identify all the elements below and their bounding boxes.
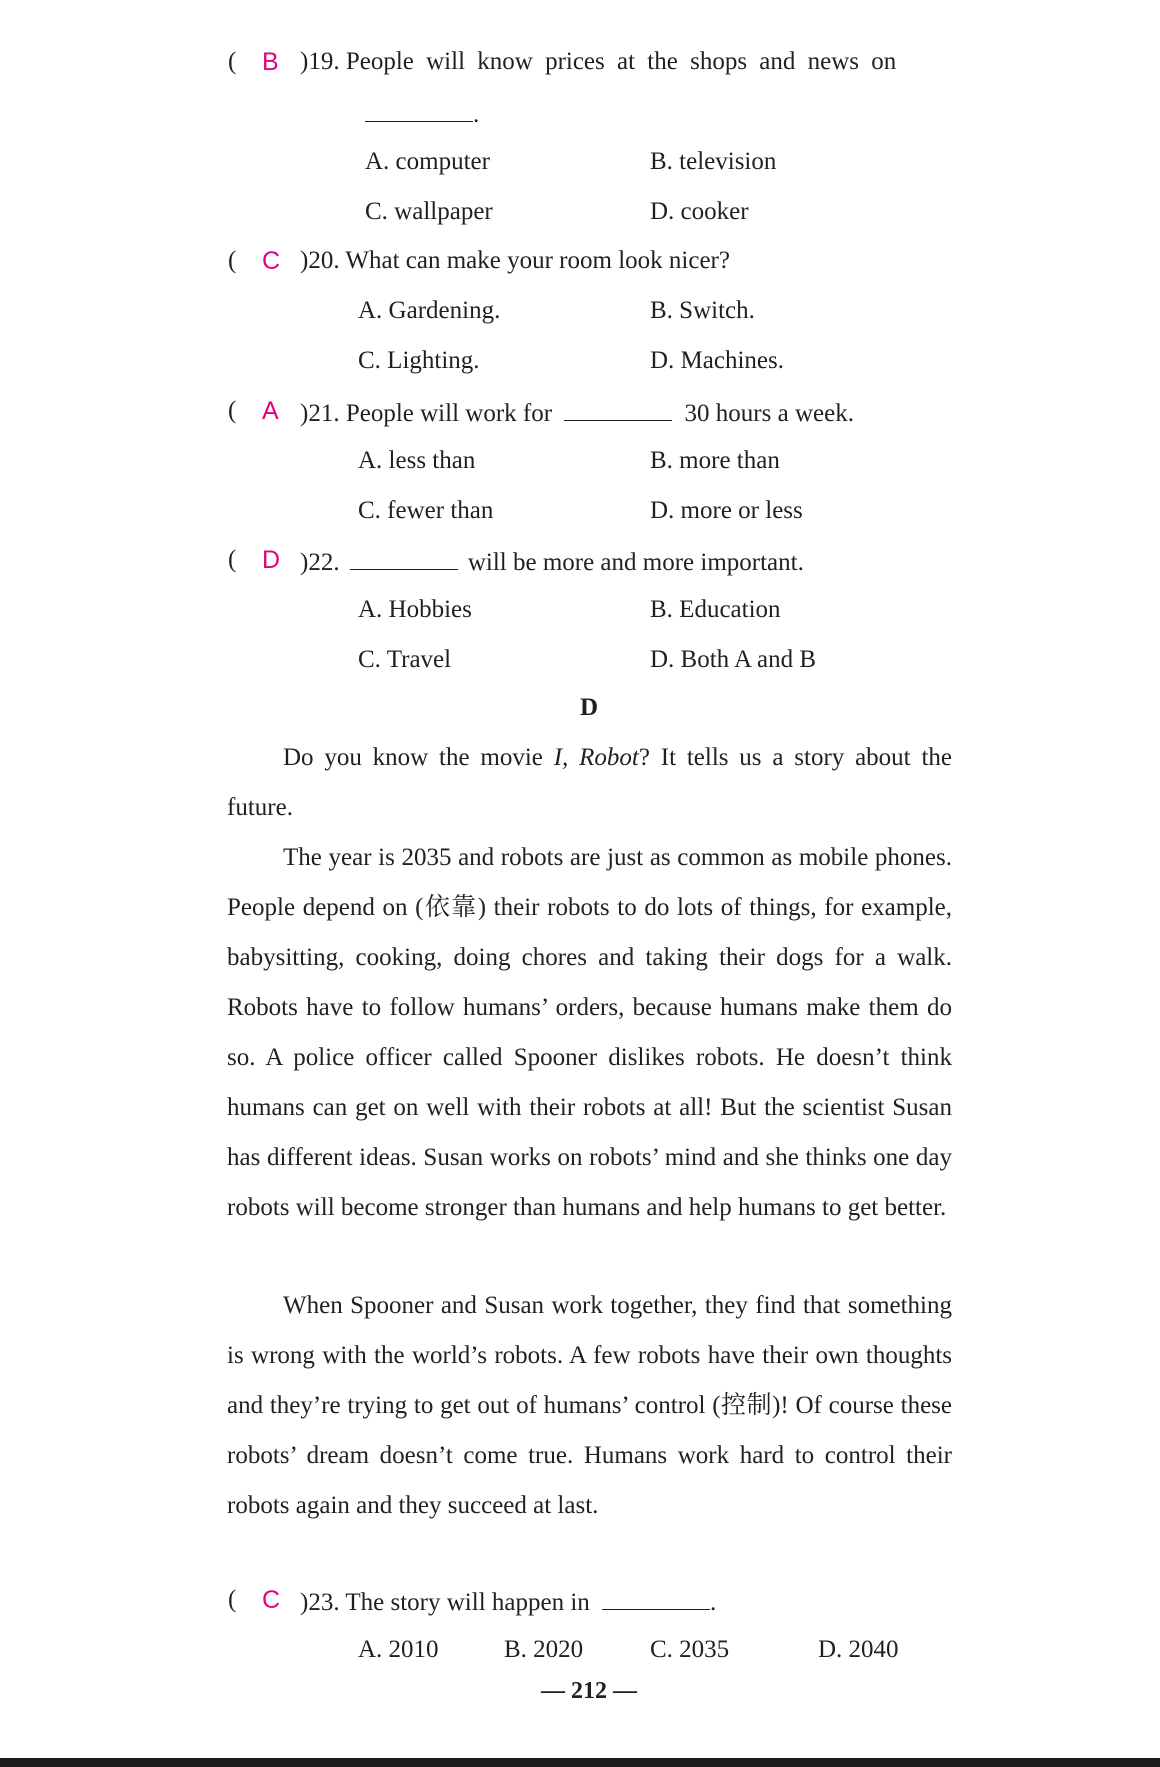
option-21-a: A. less than [358,447,476,474]
answer-blank [602,1585,710,1610]
passage-paragraph-2 [227,833,952,1233]
answer-blank [365,97,473,122]
answer-bracket-open: ( [228,546,237,573]
question-22-text: will be more and more important. [467,549,804,576]
option-23-c: C. 2035 [650,1636,730,1663]
question-number: 22. [308,549,340,576]
paragraph-2-text: The year is 2035 and robots are just as common as mobile phones. People depend on (依靠) their robots to do lots of things, for example, babysitting, cooking, doing chores and taking their dogs for a walk. Robots have to follow humans’ orders, because humans make them do so. A police officer called Spooner dislikes robots. He doesn’t think humans can get on well with their robots at all! But the scientist Susan has different ideas. Susan works on robots’ mind and she thinks one day robots will become stronger than humans and help humans to get better. [227,844,952,1221]
question-23-stem: )23. The story will happen in . [300,1585,716,1618]
option-20-d: D. Machines. [650,347,784,374]
answer-bracket-open: ( [228,247,237,274]
question-22-stem: )22. will be more and more important. [300,545,804,578]
question-21-text-after: 30 hours a week. [684,400,854,427]
option-19-c: C. wallpaper [365,198,493,225]
answer-bracket-open: ( [228,1586,237,1613]
passage-paragraph-3 [227,1281,952,1531]
answer-19: B [262,48,279,76]
question-23-text: The story will happen in [345,1589,590,1616]
page-number: — 212 — [541,1678,637,1704]
option-20-b: B. Switch. [650,297,755,324]
movie-title: I, Robot [553,744,639,771]
question-23-period: . [710,1589,717,1616]
question-21-text: People will work for [345,400,553,427]
option-23-d: D. 2040 [818,1636,899,1663]
question-number: 20. [308,247,340,274]
answer-blank [564,396,672,421]
question-number: 23. [308,1589,340,1616]
answer-bracket-open: ( [228,397,237,424]
question-20-text: What can make your room look nicer? [345,247,730,274]
option-20-c: C. Lighting. [358,347,480,374]
bottom-edge-bar [0,1758,1160,1767]
question-19-period: . [473,101,480,128]
paragraph-1-text-after: ? It tells us a story about the future. [227,744,952,821]
question-21-stem: )21. People will work for 30 hours a week. [300,396,854,429]
option-23-a: A. 2010 [358,1636,439,1663]
paragraph-3-text: When Spooner and Susan work together, they find that something is wrong with the world’s robots. A few robots have their own thoughts and they’re trying to get out of humans’ control (控制)! Of course these robots’ dream doesn’t come true. Humans work hard to control their robots again and they succeed at last. [227,1292,952,1519]
option-21-c: C. fewer than [358,497,494,524]
option-21-b: B. more than [650,447,780,474]
answer-23: C [262,1586,281,1614]
paragraph-1-text: Do you know the movie [283,744,554,771]
question-number: 19. [308,48,340,75]
option-19-d: D. cooker [650,198,749,225]
question-19-stem: )19. People will know prices at the shops and news on [300,48,897,75]
option-22-a: A. Hobbies [358,596,472,623]
answer-21: A [262,397,279,425]
question-20-stem: )20. What can make your room look nicer? [300,247,730,274]
option-20-a: A. Gardening. [358,297,501,324]
option-19-b: B. television [650,148,777,175]
answer-bracket-open: ( [228,48,237,75]
option-19-a: A. computer [365,148,490,175]
answer-22: D [262,546,281,574]
option-21-d: D. more or less [650,497,803,524]
option-22-d: D. Both A and B [650,646,816,673]
option-22-c: C. Travel [358,646,452,673]
question-19-blank-line [365,97,479,130]
question-19-text: People will know prices at the shops and news on [345,48,897,75]
option-23-b: B. 2020 [504,1636,584,1663]
question-number: 21. [308,400,340,427]
section-heading: D [579,694,599,721]
passage-paragraph-1 [227,733,952,833]
option-22-b: B. Education [650,596,781,623]
answer-20: C [262,247,281,275]
answer-blank [350,545,458,570]
